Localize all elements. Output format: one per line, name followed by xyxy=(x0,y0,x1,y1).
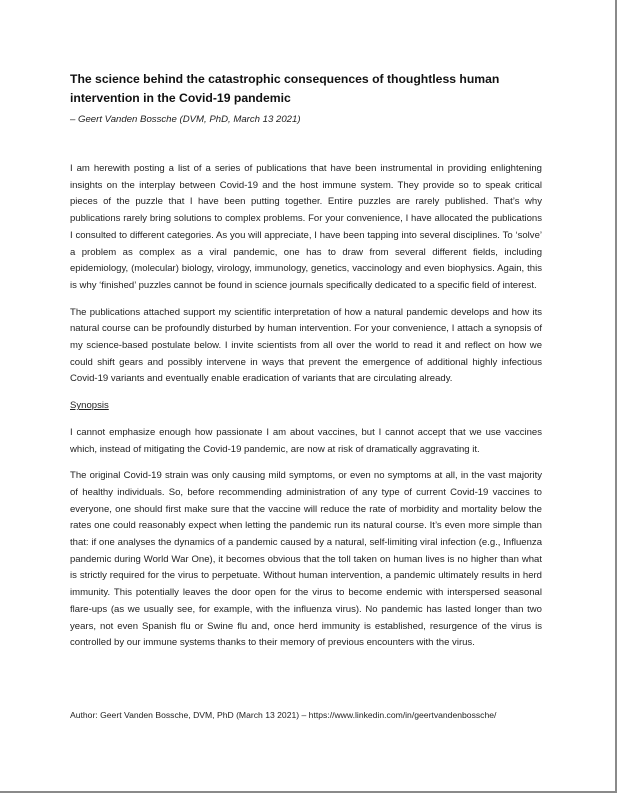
synopsis-heading: Synopsis xyxy=(70,400,109,412)
synopsis-paragraph-original-strain: The original Covid-19 strain was only causing mild symptoms, or even no symptoms at all, in the vast majority of healthy individuals. So, before recommending administration of any type of current Covid-19 vaccines to everyone, one should first make sure that the vaccine will reduce the rate of morbidity and mortality below the rates one could reasonably expect when letting the pandemic run its natural course. It’s even more simple than that: if one analyses the dynamics of a pandemic caused by a natural, self-limiting viral infection (e.g., Influenza pandemic during World War One), it becomes obvious that the toll taken on human lives is no higher than what is strictly required for the virus to perpetuate. Without human intervention, a pandemic ultimately results in herd immunity. This potentially leaves the door open for the virus to become endemic with interspersed seasonal flare-ups (as we usually see, for example, with the influenza virus). No pandemic has lasted longer than two years, not even Spanish flu or Swine flu and, once herd immunity is established, resurgence of the virus is controlled by our immune systems thanks to their memory of previous encounters with the virus. xyxy=(70,470,542,649)
document-footer-author: Author: Geert Vanden Bossche, DVM, PhD (March 13 2021) – https://www.linkedin.com/in/geertvandenbossche/ xyxy=(70,710,497,720)
body-paragraph-intro: I am herewith posting a list of a series of publications that have been instrumental in providing enlightening insights on the interplay between Covid-19 and the host immune system. They provide so to speak critical pieces of the puzzle that I have been putting together. Entire puzzles are rarely published. That’s why publications rarely bring solutions to complex problems. For your convenience, I have allocated the publications I consulted to different categories. As you will appreciate, I have been tapping into several disciplines. To ‘solve’ a problem as complex as a viral pandemic, one has to draw from several different fields, including epidemiology, (molecular) biology, virology, immunology, genetics, vaccinology and even biophysics. Again, this is why ‘finished’ puzzles cannot be found in science journals specifically dedicated to a specific field of interest. xyxy=(70,163,542,291)
document-page xyxy=(70,70,542,662)
body-paragraph-publications: The publications attached support my scientific interpretation of how a natural pandemic develops and how its natural course can be profoundly disturbed by human intervention. For your convenience, I attach a synopsis of my science-based postulate below. I invite scientists from all over the world to read it and reflect on how we could shift gears and possibly intervene in ways that prevent the emergence of additional highly infectious Covid-19 variants and eventually enable eradication of variants that are circulating already. xyxy=(70,306,542,385)
document-byline: – Geert Vanden Bossche (DVM, PhD, March 13 2021) xyxy=(70,114,301,125)
synopsis-paragraph-vaccines: I cannot emphasize enough how passionate I am about vaccines, but I cannot accept that we use vaccines which, instead of mitigating the Covid-19 pandemic, are now at risk of dramatically aggravating it. xyxy=(70,426,542,455)
document-body xyxy=(70,161,542,652)
document-title: The science behind the catastrophic consequences of thoughtless human intervention in the Covid-19 pandemic xyxy=(70,72,500,105)
